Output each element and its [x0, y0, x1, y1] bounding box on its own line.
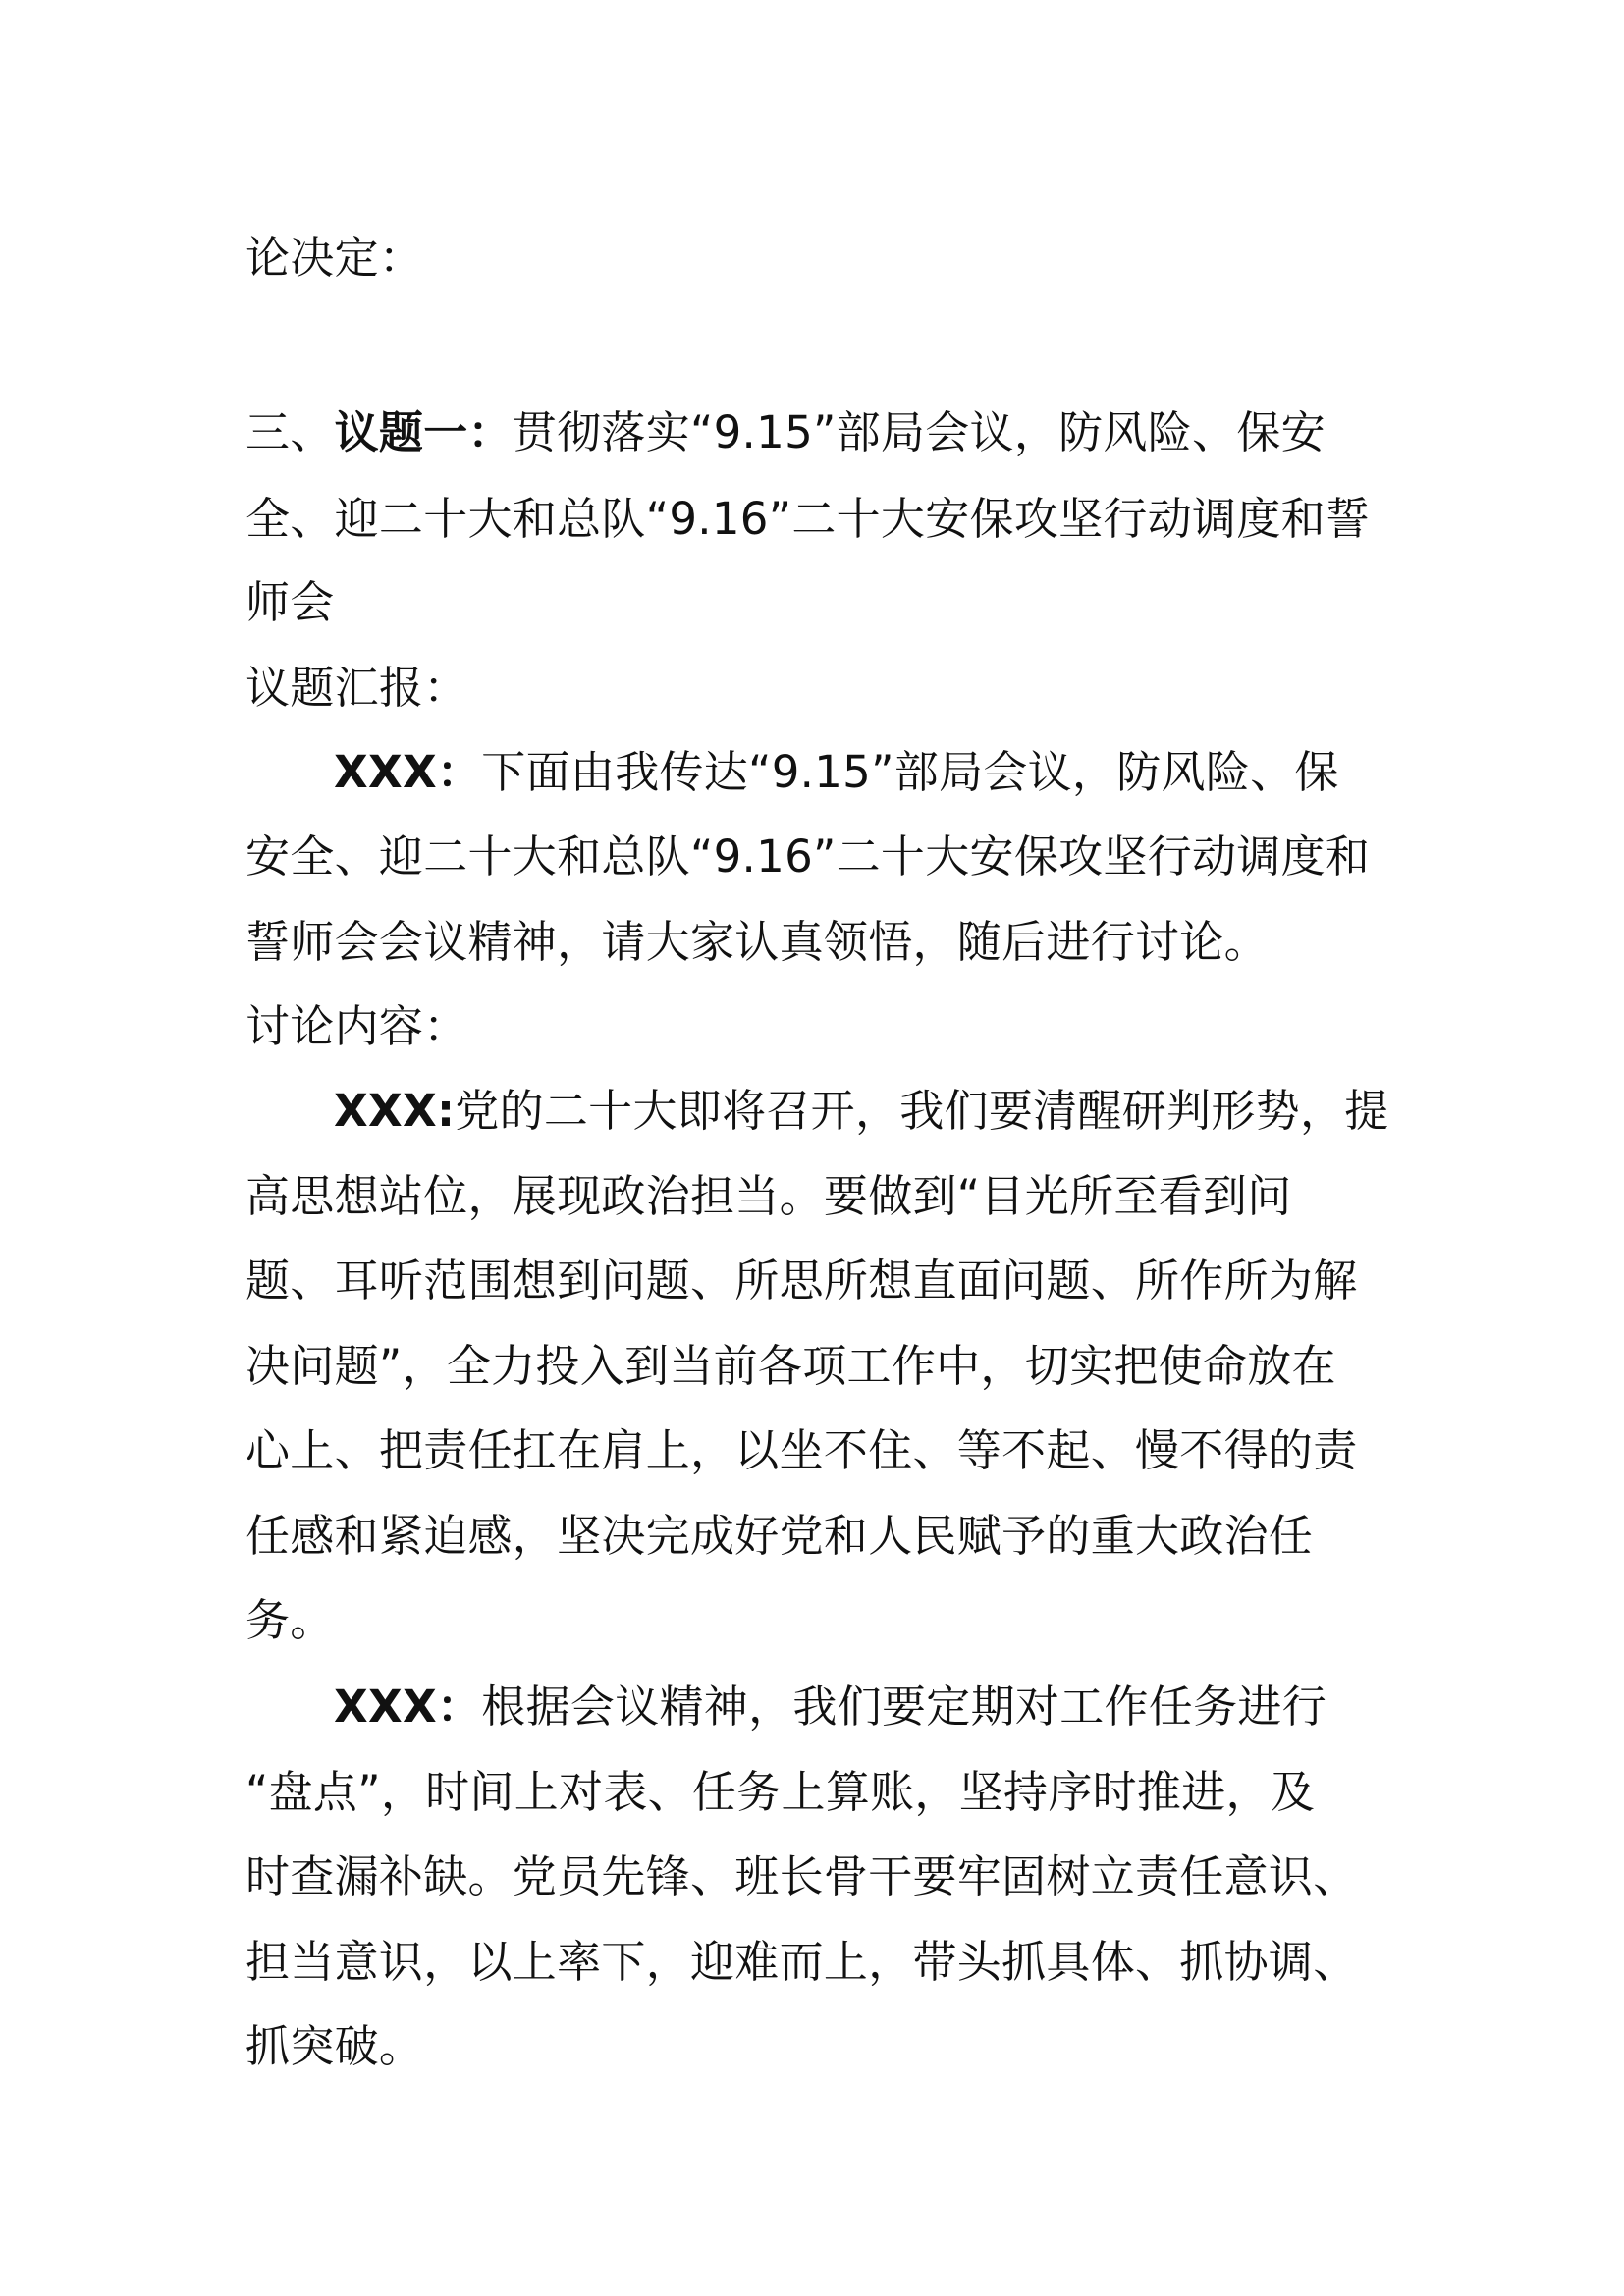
- text-span: 务。: [245, 1594, 335, 1646]
- text-span: 决问题”，全力投入到当前各项工作中，切实把使命放在: [245, 1340, 1336, 1392]
- text-span: 党的二十大即将召开，我们要清醒研判形势，提: [455, 1085, 1389, 1137]
- text-line: [245, 913, 1269, 972]
- text-span: 抓突破。: [245, 2020, 424, 2072]
- section-label: [245, 997, 468, 1056]
- text-span: 题、耳听范围想到问题、所思所想直面问题、所作所为解: [245, 1255, 1358, 1307]
- text-line: [245, 1847, 1358, 1906]
- text-line: [245, 1421, 1358, 1480]
- text-span: 全、迎二十大和总队“9.16”二十大安保攻坚行动调度和誓: [245, 493, 1371, 545]
- section-label: [245, 659, 468, 718]
- text-span: 誓师会会议精神，请大家认真领悟，随后进行讨论。: [245, 916, 1269, 968]
- speaker-paragraph: [334, 1082, 1389, 1141]
- text-line: [245, 828, 1370, 886]
- text-line: [245, 1933, 1358, 1992]
- text-span: 师会: [245, 576, 335, 628]
- text-span: 担当意识，以上率下，迎难而上，带头抓具体、抓协调、: [245, 1936, 1358, 1988]
- text-line: [245, 573, 335, 632]
- topic-label: 议题一：: [334, 406, 513, 458]
- text-line: [245, 1167, 1292, 1226]
- text-line: [245, 229, 423, 288]
- text-span: 论决定：: [245, 232, 424, 284]
- topic-title: 贯彻落实“9.15”部局会议，防风险、保安: [512, 406, 1326, 458]
- text-span: 心上、把责任扛在肩上，以坐不住、等不起、慢不得的责: [245, 1424, 1358, 1476]
- text-span: 根据会议精神，我们要定期对工作任务进行: [481, 1681, 1326, 1733]
- speaker-paragraph: [334, 743, 1339, 802]
- text-line: [245, 490, 1370, 549]
- text-span: 高思想站位，展现政治担当。要做到“目光所至看到问: [245, 1170, 1292, 1222]
- text-line: [245, 2017, 423, 2076]
- text-span: 讨论内容：: [245, 1000, 468, 1052]
- speaker-label: XXX：: [334, 1681, 482, 1733]
- text-line: [245, 1507, 1313, 1566]
- speaker-label: XXX：: [334, 746, 482, 798]
- text-line: [245, 1252, 1358, 1310]
- speaker-paragraph: [334, 1678, 1326, 1736]
- text-line: [245, 1337, 1336, 1396]
- text-line: [245, 1763, 1315, 1822]
- text-span: 时查漏补缺。党员先锋、班长骨干要牢固树立责任意识、: [245, 1850, 1358, 1902]
- text-span: 任感和紧迫感，坚决完成好党和人民赋予的重大政治任: [245, 1510, 1314, 1562]
- text-span: “盘点”，时间上对表、任务上算账，坚持序时推进，及: [245, 1766, 1316, 1818]
- text-span: 议题汇报：: [245, 662, 468, 714]
- speaker-label: XXX:: [334, 1085, 456, 1137]
- text-span: 下面由我传达“9.15”部局会议，防风险、保: [481, 746, 1339, 798]
- topic-heading: [245, 403, 1326, 462]
- section-number: 三、: [245, 406, 335, 458]
- text-line: [245, 1591, 335, 1650]
- text-span: 安全、迎二十大和总队“9.16”二十大安保攻坚行动调度和: [245, 830, 1371, 882]
